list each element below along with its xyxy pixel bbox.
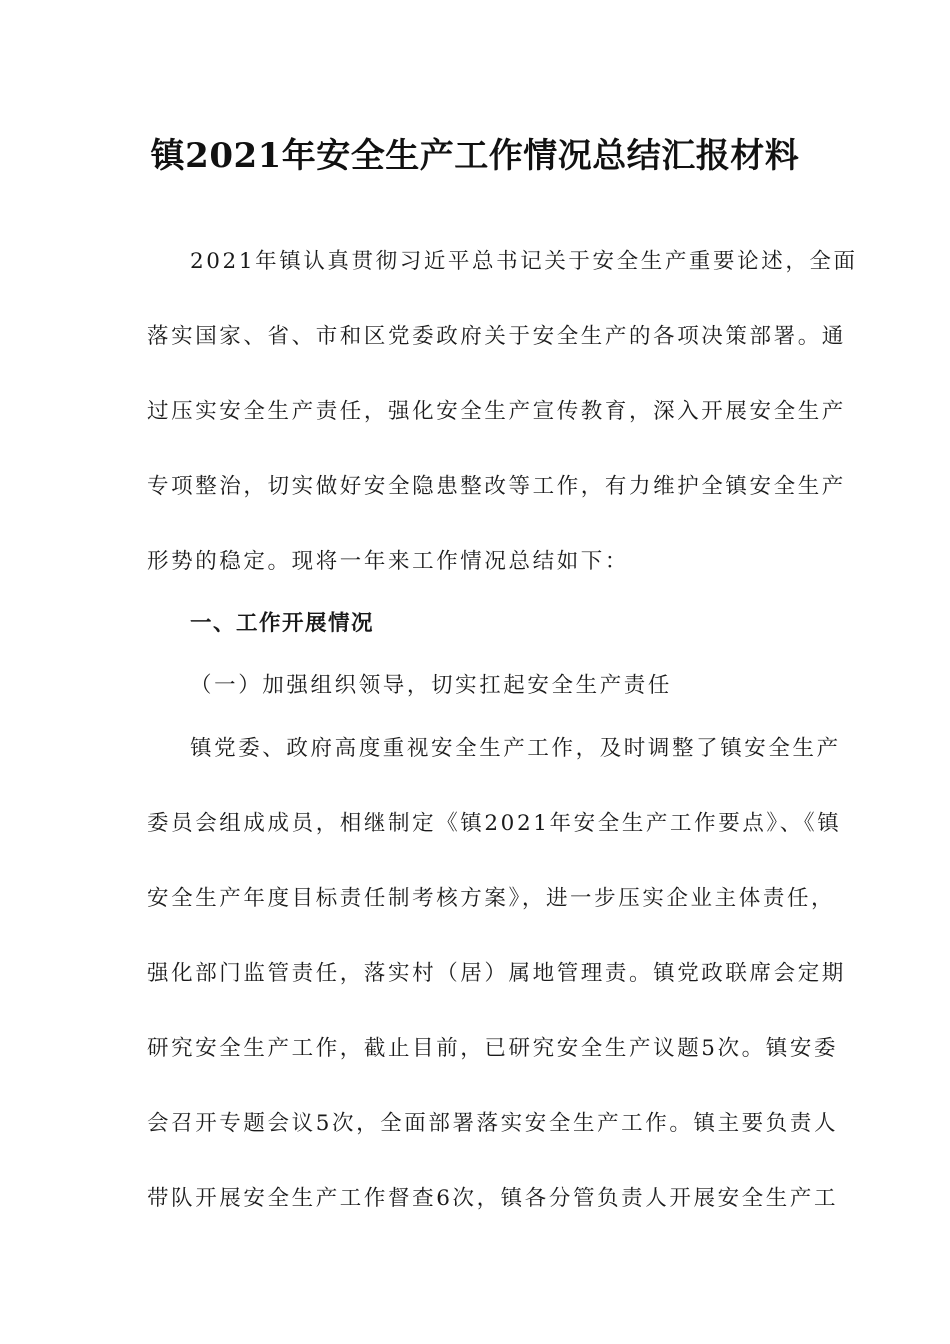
paragraph-line: 会召开专题会议5次，全面部署落实安全生产工作。镇主要负责人 <box>147 1111 839 1136</box>
paragraph-line: 落实国家、省、市和区党委政府关于安全生产的各项决策部署。通 <box>147 324 846 349</box>
paragraph-line: 镇党委、政府高度重视安全生产工作，及时调整了镇安全生产 <box>190 736 841 761</box>
paragraph-line: 形势的稳定。现将一年来工作情况总结如下： <box>147 549 630 574</box>
paragraph-line: 研究安全生产工作，截止目前，已研究安全生产议题5次。镇安委 <box>147 1036 839 1061</box>
section-heading: 一、工作开展情况 <box>190 611 375 636</box>
paragraph-line: 带队开展安全生产工作督查6次，镇各分管负责人开展安全生产工 <box>147 1186 839 1211</box>
paragraph-line: 专项整治，切实做好安全隐患整改等工作，有力维护全镇安全生产 <box>147 474 846 499</box>
paragraph-line: 委员会组成成员，相继制定《镇2021年安全生产工作要点》、《镇 <box>147 811 842 836</box>
subsection-heading: （一）加强组织领导，切实扛起安全生产责任 <box>190 673 673 698</box>
paragraph-line: 安全生产年度目标责任制考核方案》，进一步压实企业主体责任， <box>147 886 836 911</box>
document-title: 镇2021年安全生产工作情况总结汇报材料 <box>150 136 800 176</box>
paragraph-line: 过压实安全生产责任，强化安全生产宣传教育，深入开展安全生产 <box>147 399 846 424</box>
paragraph-line: 2021年镇认真贯彻习近平总书记关于安全生产重要论述，全面 <box>190 249 858 274</box>
paragraph-line: 强化部门监管责任，落实村（居）属地管理责。镇党政联席会定期 <box>147 961 846 986</box>
